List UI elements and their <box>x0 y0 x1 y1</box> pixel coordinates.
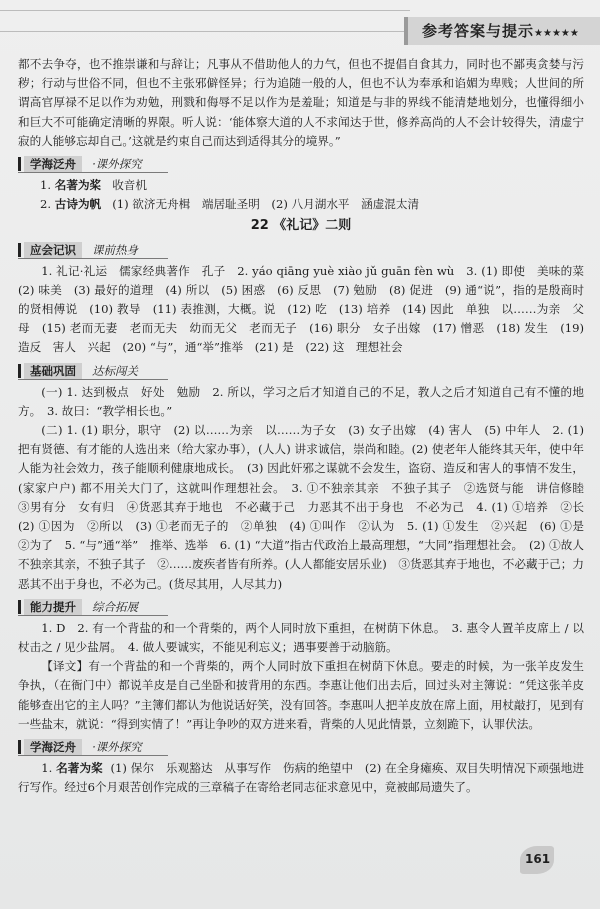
header-rule <box>0 10 410 32</box>
header-title-text: 参考答案与提示 <box>422 22 535 40</box>
lesson-title: 22 《礼记》二则 <box>250 218 352 234</box>
section-sublabel: 综合拓展 <box>92 599 138 614</box>
section-header-xuehai-1 <box>18 154 584 174</box>
section-underline <box>18 258 168 259</box>
answer-paragraph: 1. D 2. 有一个背盐的和一个背柴的，两个人同时放下重担，在树荫下休息。 3. 惠令人置羊皮席上 / 以杖击之 / 见少盐屑。 4. 做人要诚实，不能见利忘义；遇事要善于动脑筋。 <box>18 620 584 655</box>
section-underline <box>18 615 168 616</box>
section-marker <box>18 157 21 171</box>
page-number-badge <box>520 846 556 876</box>
section-label: 基础巩固 <box>24 363 82 379</box>
rating-stars-icon: ★★★★★ <box>534 28 579 39</box>
list-item <box>40 195 584 214</box>
translation-paragraph: 【译文】有一个背盐的和一个背柴的，两个人同时放下重担在树荫下休息。要走的时候，为一张羊皮发生争执，（在衙门中）都说羊皮是自己坐卧和披背用的东西。李惠让他们出去后，回过头对主簿说：“凭这张羊皮能够查出它的主人吗？”主簿们都认为他说话好笑，没有回答。李惠叫人把羊皮放在席上面，用杖敲打，见到有一些盐末，就说：“得到实情了！”再让争吵的双方进来看，背柴的人见此情景，立刻跪下，认罪伏法。 <box>18 659 584 731</box>
item-number: 1. <box>40 178 52 193</box>
item-text: 收音机 <box>112 178 147 193</box>
section-header-xuehai-2 <box>18 737 584 757</box>
answer-paragraph: (一) 1. 达到极点 好处 勉励 2. 所以，学习之后才知道自己的不足，教人之后才知道自己有不懂的地方。 3. 故曰：“教学相长也。” <box>18 384 584 418</box>
section-sublabel: ·课外探究 <box>92 157 142 172</box>
section-underline <box>18 755 168 756</box>
section-marker <box>18 600 21 614</box>
section-marker <box>18 364 21 378</box>
item-text: (1) 欲济无舟楫 端居耻圣明 (2) 八月湖水平 涵虚混太清 <box>112 197 420 212</box>
item-text: (1) 保尔 乐观豁达 从事写作 伤病的绝望中 (2) 在全身瘫痪、双目失明情况下顽强地进行写作。经过6个月艰苦创作完成的三章稿子在寄给老同志征求意见中，竟被邮局遗失了。 <box>18 761 585 795</box>
item-heading: 名著为桨 <box>56 761 103 776</box>
section-underline <box>18 379 168 380</box>
header-title <box>422 20 579 41</box>
answer-paragraph <box>18 759 584 797</box>
section-label: 应会记识 <box>24 242 82 258</box>
page-number: 161 <box>525 852 551 866</box>
intro-paragraph: 都不去争夺，也不推崇谦和与辞让；凡事从不借助他人的力气，但也不提倡自食其力，同时也不鄙夷贪婪与污秽；行动与世俗不同，但也不主张邪僻怪异；行为追随一般的人，但也不认为奉承和谄媚为卑贱；人世间的所谓高官厚禄不足以作为劝勉，刑戮和侮辱不足以作为是羞耻；知道是与非的界线不能清楚地划分，也懂得细小和巨大不可能确定清晰的界限。听人说：‘能体察大道的人不求闻达于世，修养高尚的人不会计较得失，清虚宁寂的人能够忘却自己。’这就是约束自己而达到适得其分的境界。” <box>18 57 584 148</box>
section-marker <box>18 740 21 754</box>
section-label: 学海泛舟 <box>24 156 82 172</box>
section-label: 能力提升 <box>24 599 82 615</box>
item-number: 1. <box>41 761 53 776</box>
section-underline <box>18 172 168 173</box>
item-heading: 古诗为帆 <box>54 197 102 212</box>
content <box>18 55 596 798</box>
item-heading: 名著为桨 <box>54 178 102 193</box>
list-item <box>40 176 584 195</box>
section-sublabel: 课前热身 <box>92 242 138 257</box>
section-header-jichu <box>18 361 584 381</box>
answer-paragraph: 1. 礼记·礼运 儒家经典著作 孔子 2. yáo qiāng yuè xiào jǔ guān fèn wù 3. (1) 即使 美味的菜 (2) 味美 (3) 最好的道理 (4) 所以 (5) 困惑 (6) 反思 (7) 勉励 (8) 促进 (9) 通“说”，指的是殷商时的贤相傅说 (10) 教导 (11) 表推测，大概。说 (12) 吃 (13) 培养 (14) 因此 单独 以……为亲 父母 (15) 老而无妻 老而无夫 幼而无父 老而无子 (16) 职分 女子出嫁 (17) 憎恶 (18) 发生 (19) 造反 害人 兴起 (20) “与”，通“举”推举 (21) 是 (22) 这 理想社会 <box>18 263 596 355</box>
item-number: 2. <box>40 197 52 212</box>
section-header-yinghui <box>18 240 584 260</box>
header-band <box>0 0 600 40</box>
section-label: 学海泛舟 <box>24 739 82 755</box>
section-header-nengli <box>18 597 584 617</box>
answer-paragraph: (二) 1. (1) 职分，职守 (2) 以……为亲 以……为子女 (3) 女子出嫁 (4) 害人 (5) 中年人 2. (1) 把有贤德、有才能的人选出来（给大家办事），(人人) 讲求诚信，崇尚和睦。(2) 使老年人能终其天年，使中年人能为社会效力，孩子能顺利健康地成长。 (3) 因此奸邪之谋就不会发生，盗窃、造反和害人的事情不发生，(家家户户) 都不用关大门了，这就叫作理想社会。 3. ①不独亲其亲 不独子其子 ②选贤与能 讲信修睦 ③男有分 女有归 ④货恶其弃于地也 不必藏于己 力恶其不出于身也 不必为己 4. (1) ①培养 ②长 (2) ①因为 ②所以 (3) ①老而无子的 ②单独 (4) ①叫作 ②认为 5. (1) ①发生 ②兴起 (6) ①是 ②为了 5. “与”通“举” 推举、选举 6. (1) “大道”指古代政治上最高理想，“大同”指理想社会。 (2) ①故人不独亲其亲，不独子其子 ②……废疾者皆有所养。(人人都能安居乐业) ③货恶其弃于地也，不必藏于己；力恶其不出于身也，不必为己。(货尽其用，人尽其力) <box>18 423 596 591</box>
header-tab <box>404 17 600 45</box>
section-sublabel: 达标闯关 <box>92 363 138 378</box>
section-marker <box>18 243 21 257</box>
section-sublabel: ·课外探究 <box>92 740 142 755</box>
